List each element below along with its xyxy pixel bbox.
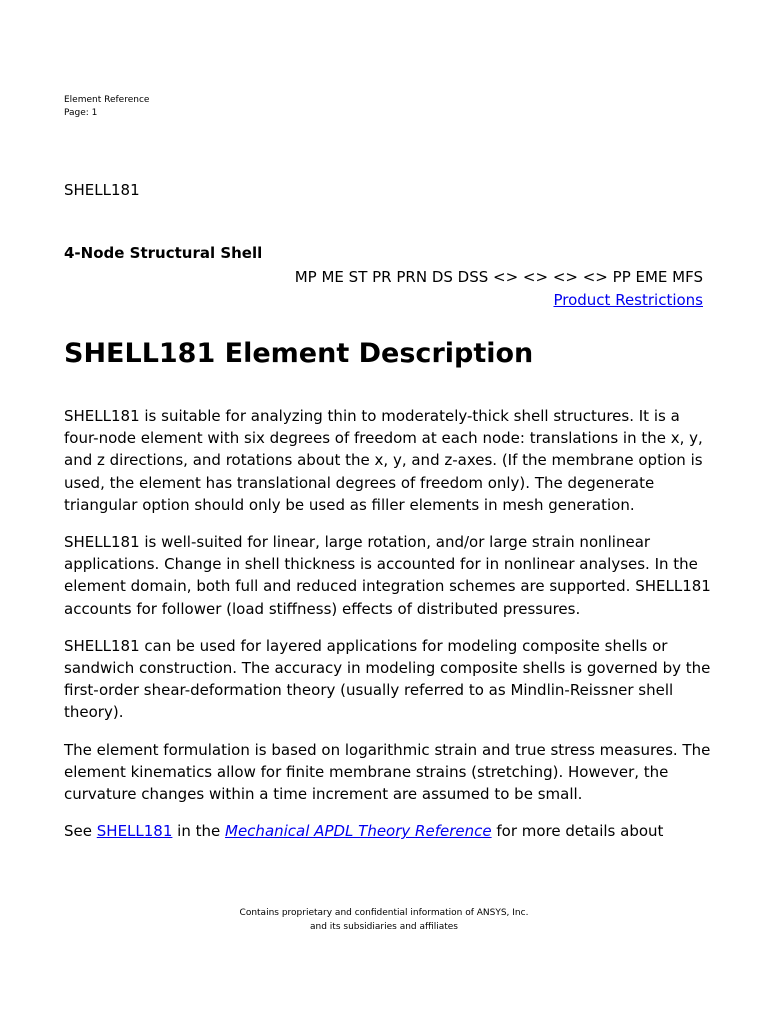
description-body	[64, 405, 714, 857]
header-document-title: Element Reference	[64, 95, 150, 105]
shell181-theory-link[interactable]: SHELL181	[96, 822, 173, 841]
page-header	[64, 94, 149, 120]
page-footer	[0, 906, 768, 934]
paragraph: SHELL181 can be used for layered applications for modeling composite shells or sandwich construction. The accuracy in modeling composite shells is governed by the first-order shear-deformation theory (usually referred to as Mindlin-Reissner shell theory).	[64, 636, 711, 722]
element-subtitle: 4-Node Structural Shell	[64, 244, 263, 262]
paragraph: SHELL181 is suitable for analyzing thin to moderately-thick shell structures. It is a four-node element with six degrees of freedom at each node: translations in the x, y, and z directions, and rotations about the x, y, and z-axes. (If the membrane option is used, the element has translational degrees of freedom only). The degenerate triangular option should only be used as filler elements in mesh generation.	[64, 407, 703, 514]
see-also-prefix: See	[64, 822, 92, 841]
see-also-suffix: for more details about	[496, 822, 664, 841]
see-also-paragraph	[64, 820, 714, 842]
see-also-middle: in the	[177, 822, 221, 841]
paragraph: SHELL181 is well-suited for linear, large rotation, and/or large strain nonlinear applications. Change in shell thickness is accounted for in nonlinear analyses. In the element domain, both full and reduced integration schemes are supported. SHELL181 accounts for follower (load stiffness) effects of distributed pressures.	[64, 533, 711, 618]
section-title: SHELL181 Element Description	[64, 338, 534, 369]
product-restrictions-link[interactable]: Product Restrictions	[553, 291, 703, 309]
element-code: SHELL181	[64, 181, 140, 199]
paragraph: The element formulation is based on logarithmic strain and true stress measures. The element kinematics allow for finite membrane strains (stretching). However, the curvature changes within a time increment are assumed to be small.	[64, 740, 711, 804]
product-codes-block	[295, 266, 703, 312]
footer-line-1: Contains proprietary and confidential information of ANSYS, Inc.	[239, 908, 529, 918]
footer-line-2: and its subsidiaries and affiliates	[310, 922, 458, 932]
theory-reference-link[interactable]: Mechanical APDL Theory Reference	[225, 822, 492, 841]
header-page-number: Page: 1	[64, 108, 98, 118]
product-codes: MP ME ST PR PRN DS DSS <> <> <> <> PP EME MFS	[294, 268, 703, 286]
